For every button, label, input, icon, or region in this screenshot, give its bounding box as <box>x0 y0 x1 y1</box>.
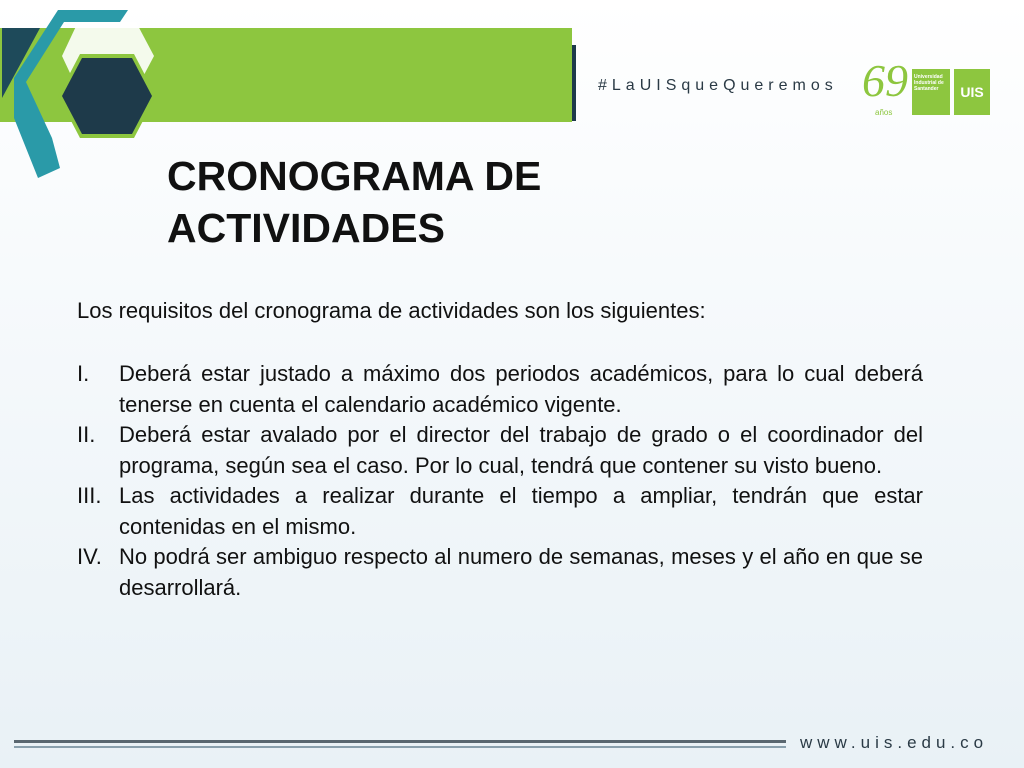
list-item <box>77 542 923 603</box>
list-item-number: III. <box>77 483 102 508</box>
intro-text: Los requisitos del cronograma de actividades son los siguientes: <box>77 298 706 323</box>
list-item-text: Las actividades a realizar durante el tiempo a ampliar, tendrán que estar contenidas en el mismo. <box>119 483 923 539</box>
list-item-number: IV. <box>77 544 102 569</box>
header-divider <box>572 45 576 121</box>
uis-logo-icon: UIS <box>954 69 990 115</box>
title-line-1: CRONOGRAMA DE <box>167 153 542 199</box>
anniversary-word: años <box>875 108 893 117</box>
anniversary-logo: 69 <box>862 55 908 106</box>
list-item <box>77 420 923 481</box>
page-title <box>167 150 727 254</box>
footer-divider <box>14 740 786 743</box>
footer-divider-secondary <box>14 746 786 748</box>
hexagon-logo-icon <box>0 8 170 188</box>
hashtag-text: #LaUISqueQueremos <box>598 77 838 94</box>
list-item-text: Deberá estar avalado por el director del trabajo de grado o el coordinador del programa, según sea el caso. Por lo cual, tendrá que contener su visto bueno. <box>119 422 923 478</box>
footer-url: www.uis.edu.co <box>800 733 989 752</box>
title-line-2: ACTIVIDADES <box>167 205 445 251</box>
list-item <box>77 481 923 542</box>
list-item <box>77 359 923 420</box>
requirements-list <box>77 359 923 603</box>
list-item-number: I. <box>77 361 90 386</box>
list-item-number: II. <box>77 422 96 447</box>
list-item-text: No podrá ser ambiguo respecto al numero de semanas, meses y el año en que se desarrollará. <box>119 544 923 600</box>
list-item-text: Deberá estar justado a máximo dos periodos académicos, para lo cual deberá tenerse en cuenta el calendario académico vigente. <box>119 361 923 417</box>
university-name-logo: Universidad Industrial de Santander <box>912 69 950 115</box>
